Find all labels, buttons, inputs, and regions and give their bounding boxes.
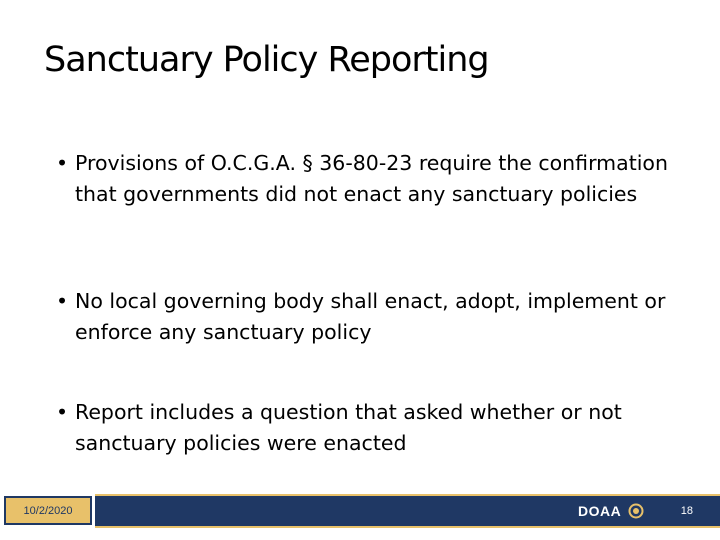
slide-title: Sanctuary Policy Reporting (44, 40, 489, 80)
footer-date: 10/2/2020 (4, 496, 92, 525)
footer-logo (575, 500, 644, 522)
bullet-item: • Provisions of O.C.G.A. § 36-80-23 require the confirmation that governments did not enact any sanctuary policies (56, 148, 675, 210)
bullet-item: • Report includes a question that asked whether or not sanctuary policies were enacted (56, 397, 675, 459)
footer-bar (95, 494, 720, 528)
seal-icon (628, 503, 644, 519)
logo-text: DOAA (578, 503, 622, 519)
bullet-item: • No local governing body shall enact, adopt, implement or enforce any sanctuary policy (56, 286, 675, 348)
page-number: 18 (680, 505, 693, 517)
